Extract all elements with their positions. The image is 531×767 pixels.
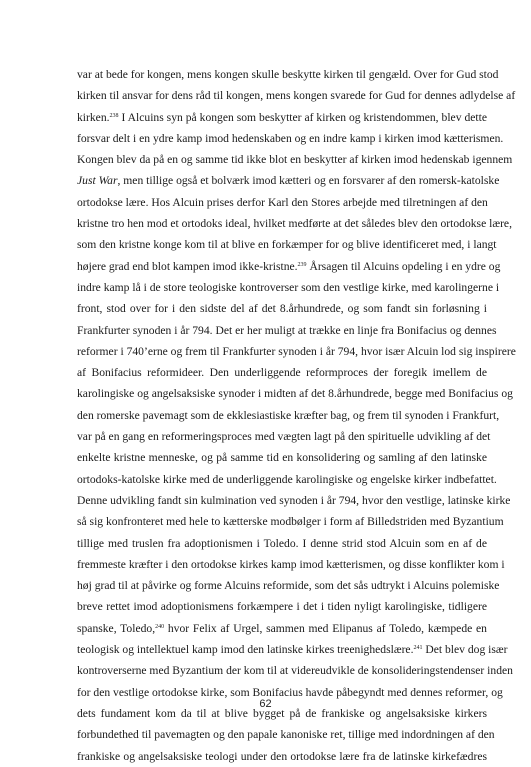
text-segment: for den vestlige ortodokse kirke, som Bonifacius havde påbegyndt med dennes reformer, og <box>77 685 503 699</box>
italic-text: Just War <box>77 174 118 188</box>
text-segment: Denne udvikling fandt sin kulmination ved synoden i år 794, hvor den vestlige, latinske kirke <box>77 493 511 507</box>
text-segment: kontroverserne med Byzantium der kom til at videreudvikle de konsolideringstendenser inden <box>77 664 513 678</box>
text-segment: hvor Felix af Urgel, sammen med Elipanus af Toledo, kæmpede en <box>164 621 487 635</box>
text-segment: kristne tro hen mod et ortodoks ideal, hvilket medførte at det således blev den ortodokse lære, <box>77 217 512 231</box>
text-segment: indre kamp lå i de store teologiske kontroverser som den vestlige kirke, med karolingerne i <box>77 280 500 294</box>
text-line <box>77 426 491 447</box>
text-line <box>77 724 495 745</box>
text-segment: af Bonifacius reformideer. Den underliggende reformproces der foregik imellem de <box>77 366 487 380</box>
text-line <box>77 746 487 767</box>
text-segment: højere grad end blot kampen imod ikke-kristne. <box>77 259 298 273</box>
text-segment: forsvar delt i en ydre kamp imod hedenskaben og en indre kamp i kirken imod kætterismen. <box>77 131 504 145</box>
text-line <box>77 596 487 617</box>
text-segment: høj grad til at påvirke og forme Alcuins reformide, som det sås udtrykt i Alcuins polemiske <box>77 579 500 593</box>
text-line <box>77 107 487 128</box>
footnote-marker: 239 <box>297 261 307 268</box>
page-number: 62 <box>259 698 272 710</box>
footnote-marker: 240 <box>155 623 165 630</box>
text-segment: dets fundament kom da til at blive bygget på de frankiske og angelsaksiske kirkers <box>77 706 487 720</box>
text-segment: I Alcuins syn på kongen som beskytter af kirken og kristendommen, blev dette <box>118 110 487 124</box>
text-segment: Kongen blev da på en og samme tid ikke blot en beskytter af kirken imod hedenskab igennem <box>77 153 513 167</box>
text-line <box>77 575 500 596</box>
text-segment: Frankfurter synoden i år 794. Det er her muligt at trække en linje fra Bonifacius og dennes <box>77 323 497 337</box>
text-segment: så sig konfronteret med hele to kætterske modbølger i form af Billedstriden med Byzantium <box>77 515 504 529</box>
text-line <box>77 618 487 639</box>
text-line <box>77 490 511 511</box>
text-segment: breve rettet imod adoptionismens forkæmpere i det i tiden nyligt karolingiske, tidligere <box>77 600 487 614</box>
text-line <box>77 362 487 383</box>
text-segment: front, stod over for i den sidste del af det 8.århundrede, og som fandt sin forløsning i <box>77 302 487 316</box>
text-line <box>77 234 497 255</box>
text-segment: kirken. <box>77 110 110 124</box>
text-line <box>77 554 505 575</box>
text-line <box>77 128 504 149</box>
text-line <box>77 213 512 234</box>
text-segment: fremmeste kræfter i den ortodokse kirkes kamp imod kætterismen, og disse konflikter kom i <box>77 557 505 571</box>
text-segment: som den kristne konge kom til at blive en forkæmper for og blive identificeret med, i langt <box>77 238 497 252</box>
text-segment: ortodokse lære. Hos Alcuin prises derfor Karl den Stores arbejde med tilretningen af den <box>77 195 488 209</box>
text-line <box>77 511 504 532</box>
text-line <box>77 277 500 298</box>
text-segment: spanske, Toledo, <box>77 621 156 635</box>
text-segment: Det blev dog især <box>422 643 508 657</box>
footnote-marker: 241 <box>413 645 423 652</box>
text-line <box>77 639 508 660</box>
text-segment: frankiske og angelsaksiske teologi under den ortodokse lære fra de latinske kirkefædres <box>77 749 487 763</box>
text-segment: ortodoks-katolske kirke med de underliggende karolingiske og engelske kirker indbefattet. <box>77 472 497 486</box>
text-line <box>77 405 500 426</box>
text-segment: kirken til ansvar for dens råd til kongen, mens kongen svarede for Gud for dennes adlydelse af <box>77 89 516 103</box>
text-segment: karolingiske og angelsaksiske synoder i midten af det 8.århundrede, begge med Bonifacius og <box>77 387 513 401</box>
text-segment: teologisk og intellektuel kamp imod den latinske kirkes treenighedslære. <box>77 643 414 657</box>
text-line <box>77 320 497 341</box>
text-segment: , men tillige også et bolværk imod kætteri og en forsvarer af den romersk-katolske <box>117 174 500 188</box>
text-line <box>77 447 487 468</box>
text-segment: reformer i 740’erne og frem til Frankfurter synoden i år 794, hvor især Alcuin lod sig inspirere <box>77 344 516 358</box>
text-segment: enkelte kristne menneske, og på samme tid en konsolidering og samling af den latinske <box>77 451 487 465</box>
text-line <box>77 383 513 404</box>
text-line <box>77 298 487 319</box>
text-line <box>77 149 513 170</box>
text-line <box>77 341 516 362</box>
text-segment: Årsagen til Alcuins opdeling i en ydre og <box>306 259 501 273</box>
footnote-marker: 238 <box>109 112 119 119</box>
text-line <box>77 533 487 554</box>
body-text <box>77 64 516 767</box>
text-segment: forbundethed til pavemagten og den papale kanoniske ret, tillige med indordningen af den <box>77 728 495 742</box>
text-line <box>77 256 501 277</box>
text-segment: var på en gang en reformeringsproces med vægten lagt på den spirituelle udvikling af det <box>77 430 491 444</box>
text-line <box>77 170 500 191</box>
text-line <box>77 469 497 490</box>
text-line <box>77 660 513 681</box>
text-line <box>77 85 516 106</box>
text-line <box>77 64 499 85</box>
text-line <box>77 192 487 213</box>
text-segment: den romerske pavemagt som de ekklesiastiske kræfter bag, og frem til synoden i Frankfurt, <box>77 408 500 422</box>
text-segment: tillige med truslen fra adoptionismen i Toledo. I denne strid stod Alcuin som en af de <box>77 536 487 550</box>
text-segment: var at bede for kongen, mens kongen skulle beskytte kirken til gengæld. Over for Gud stod <box>77 68 499 81</box>
